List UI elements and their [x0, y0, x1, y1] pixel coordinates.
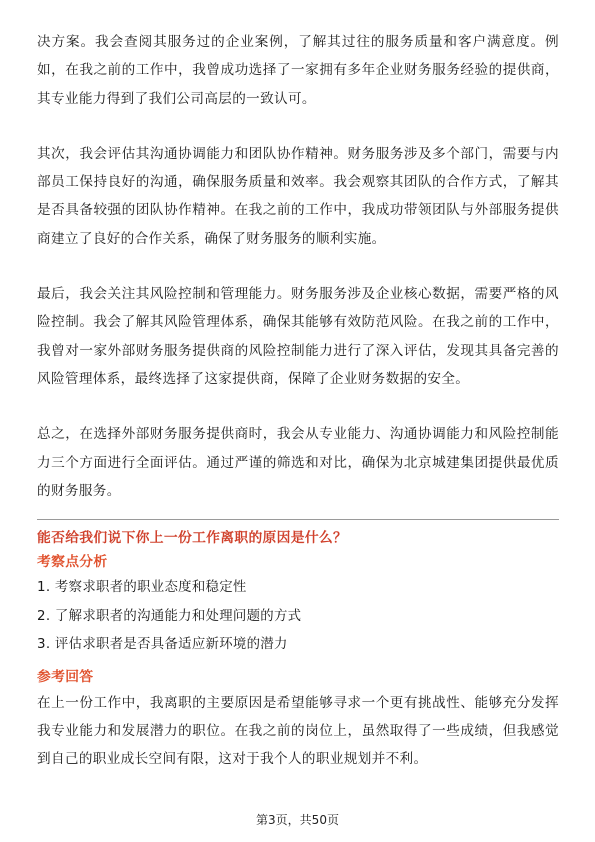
- paragraph-gap: [37, 393, 559, 420]
- paragraph-gap: [37, 113, 559, 140]
- question-title: 能否给我们说下你上一份工作离职的原因是什么？: [37, 530, 348, 547]
- body-paragraph: 最后，我会关注其风险控制和管理能力。财务服务涉及企业核心数据，需要严格的风险控制。我会了解其风险管理体系，确保其能够有效防范风险。在我之前的工作中，我曾对一家外部财务服务提供商的风险控制能力进行了深入评估，发现其具备完善的风险管理体系，最终选择了这家提供商，保障了企业财务数据的安全。: [37, 286, 559, 387]
- page-number: 第3页，共50页: [256, 813, 339, 827]
- answer-text: 在上一份工作中，我离职的主要原因是希望能够寻求一个更有挑战性、能够充分发挥我专业能力和发展潜力的职位。在我之前的岗位上，虽然取得了一些成绩，但我感觉到自己的职业成长空间有限，这对于我个人的职业规划并不利。: [37, 694, 559, 768]
- answer-title: 参考回答: [37, 668, 94, 685]
- analysis-item: 2. 了解求职者的沟通能力和处理问题的方式: [37, 608, 302, 624]
- analysis-title: 考察点分析: [37, 554, 108, 571]
- section-divider: [37, 519, 559, 520]
- analysis-item: 1. 考察求职者的职业态度和稳定性: [37, 580, 247, 596]
- analysis-item: 3. 评估求职者是否具备适应新环境的潜力: [37, 637, 288, 653]
- body-paragraph: 其次，我会评估其沟通协调能力和团队协作精神。财务服务涉及多个部门，需要与内部员工保持良好的沟通，确保服务质量和效率。我会观察其团队的合作方式，了解其是否具备较强的团队协作精神。在我之前的工作中，我成功带领团队与外部服务提供商建立了良好的合作关系，确保了财务服务的顺利实施。: [37, 145, 559, 247]
- body-paragraph: 决方案。我会查阅其服务过的企业案例，了解其过往的服务质量和客户满意度。例如，在我之前的工作中，我曾成功选择了一家拥有多年企业财务服务经验的提供商，其专业能力得到了我们公司高层的一致认可。: [37, 34, 559, 107]
- body-paragraph: 总之，在选择外部财务服务提供商时，我会从专业能力、沟通协调能力和风险控制能力三个方面进行全面评估。通过严谨的筛选和对比，确保为北京城建集团提供最优质的财务服务。: [37, 426, 559, 499]
- paragraph-gap: [37, 253, 559, 280]
- document-page: [37, 28, 559, 774]
